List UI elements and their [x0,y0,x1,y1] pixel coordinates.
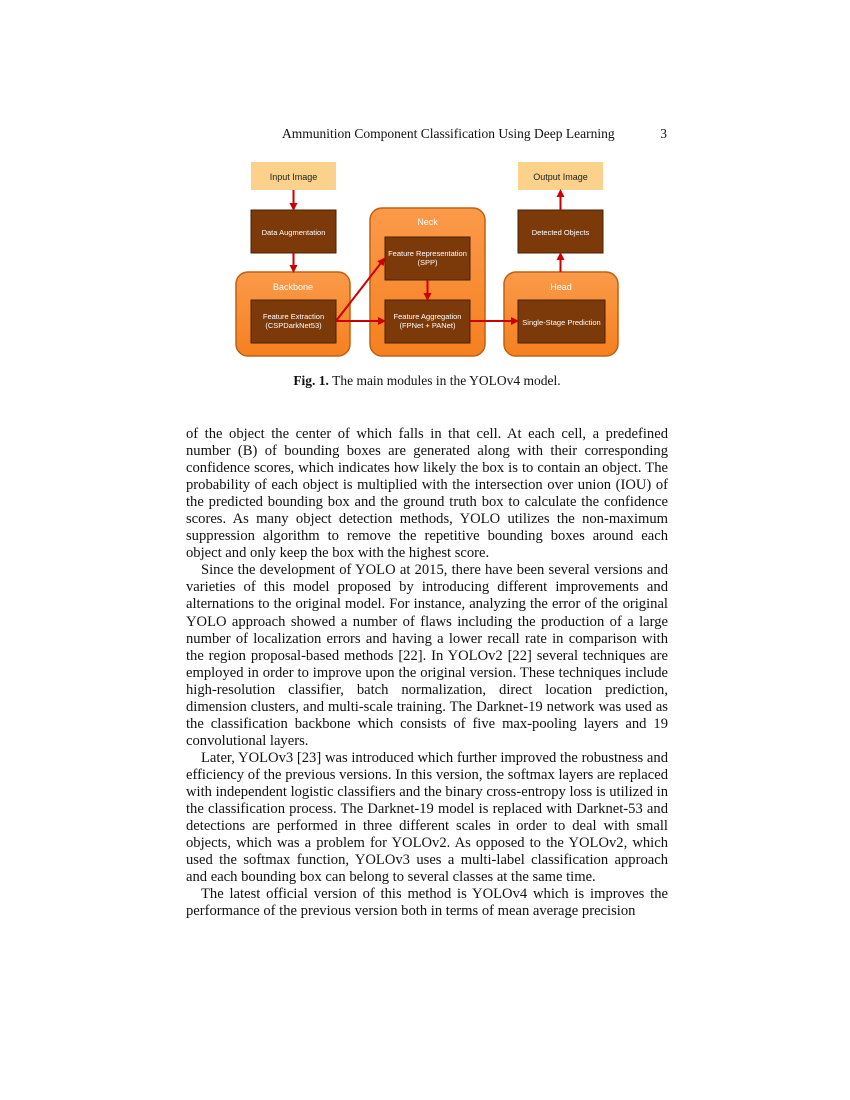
figure-caption [186,373,668,389]
paragraph-3: Later, YOLOv3 [23] was introduced which further improved the robustness and efficiency of the previous versions. In this version, the softmax layers are replaced with independent logistic classifiers and the binary cross-entropy loss is utilized in the classification process. The Darknet-19 model is replaced with Darknet-53 and detections are performed in three different scales in order to deal with small objects, which was a problem for YOLOv2. As opposed to the YOLOv2, which used the softmax function, YOLOv3 uses a multi-label classification approach and each bounding box can belong to several classes at the same time. [186,749,668,886]
single-stage-prediction-label: Single-Stage Prediction [522,318,601,327]
backbone-label: Backbone [272,282,314,292]
feature-representation-line2: (SPP) [417,258,438,267]
paragraph-4: The latest official version of this method is YOLOv4 which is improves the performance of the previous version both in terms of mean average precision [186,886,668,920]
input-image-label: Input Image [269,172,318,182]
body-text [186,426,668,920]
output-image-label: Output Image [533,172,588,182]
running-title: Ammunition Component Classification Using Deep Learning [282,126,615,141]
feature-aggregation-line1: Feature Aggregation [393,312,462,321]
feature-extraction-line1: Feature Extraction [262,312,325,321]
feature-aggregation-label [394,312,462,330]
neck-label: Neck [417,217,438,227]
paragraph-1: of the object the center of which falls in that cell. At each cell, a predefined number (B) of bounding boxes are generated along with their corresponding confidence scores, which indicates how likely the box is to contain an object. The probability of each object is multiplied with the intersection over union (IOU) of the predicted bounding box and the ground truth box to calculate the confidence scores. As many object detection methods, YOLO utilizes the non-maximum suppression algorithm to remove the repetitive bounding boxes around each object and only keep the box with the highest score. [186,426,668,562]
yolov4-diagram [0,0,850,370]
feature-aggregation-line2: (FPNet + PANet) [399,321,456,330]
paragraph-2: Since the development of YOLO at 2015, there have been several versions and varieties of this model proposed by introducing different improvements and alternations to the original model. For instance, analyzing the error of the original YOLO approach showed a number of flaws including the production of a large number of localization errors and having a lower recall rate in comparison with the region proposal-based methods [22]. In YOLOv2 [22] several techniques are employed in order to improve upon the original version. These techniques include high-resolution classifier, batch normalization, direct location prediction, dimension clusters, and multi-scale training. The Darknet-19 network was used as the classification backbone which consists of five max-pooling layers and 19 convolutional layers. [186,562,668,749]
caption-text: The main modules in the YOLOv4 model. [332,373,561,388]
feature-extraction-label [263,312,324,330]
feature-extraction-line2: (CSPDarkNet53) [265,321,322,330]
caption-label: Fig. 1. [293,373,329,388]
detected-objects-label: Detected Objects [531,228,590,237]
head-label: Head [550,282,572,292]
feature-representation-line1: Feature Representation [388,249,467,258]
page-number: 3 [660,126,667,141]
data-augmentation-label: Data Augmentation [261,228,326,237]
